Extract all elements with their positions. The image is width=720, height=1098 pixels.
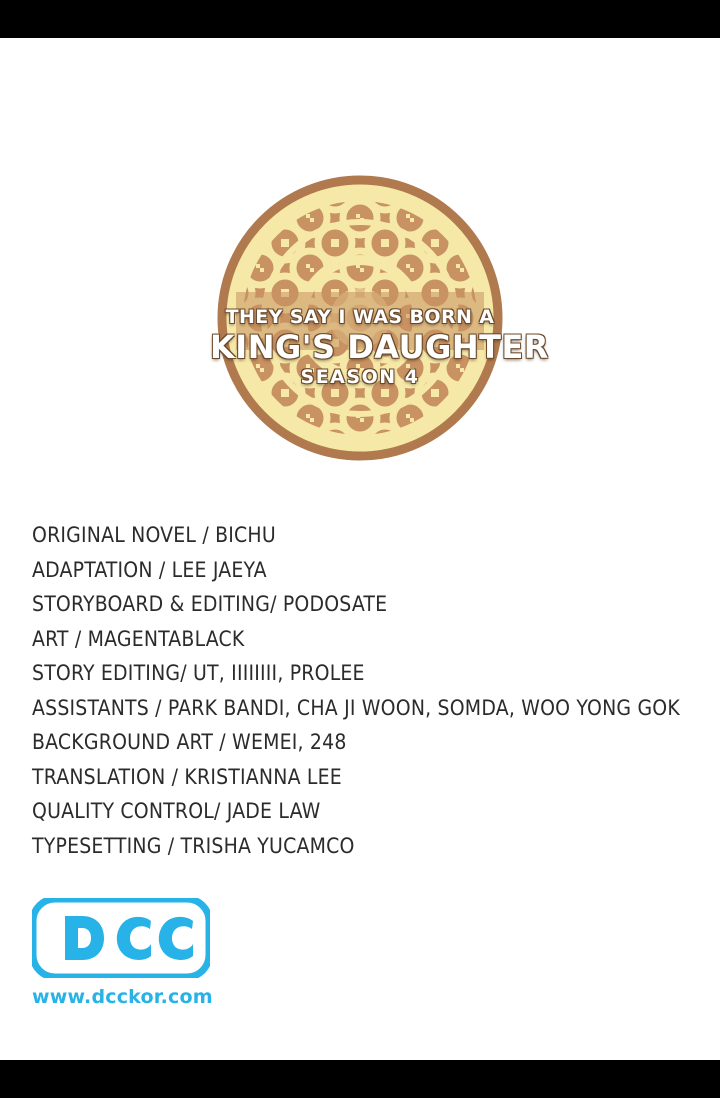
publisher-url[interactable]: www.dcckor.com [32, 986, 213, 1008]
credit-line: STORYBOARD & EDITING/ PODOSATE [32, 592, 388, 616]
credit-line: TYPESETTING / TRISHA YUCAMCO [32, 833, 355, 858]
comic-page [0, 38, 720, 1060]
credit-line: ART / MAGENTABLACK [32, 626, 245, 651]
credits-list [32, 518, 692, 863]
credit-line: BACKGROUND ART / WEMEI, 248 [32, 730, 347, 754]
series-logo [0, 168, 720, 488]
series-title-band [210, 306, 549, 388]
credit-line: ADAPTATION / LEE JAEYA [32, 557, 267, 582]
credit-line: TRANSLATION / KRISTIANNA LEE [32, 764, 342, 789]
series-title-season: SEASON 4 [300, 366, 420, 388]
publisher-footer [32, 898, 432, 1008]
series-title-line-1: THEY SAY I WAS BORN A [225, 306, 495, 328]
series-title-line-2: KING'S DAUGHTER [210, 328, 549, 366]
credit-line: ASSISTANTS / PARK BANDI, CHA JI WOON, SOMDA, WOO YONG GOK [32, 695, 680, 720]
credit-line: STORY EDITING/ UT, IIIIIIII, PROLEE [32, 661, 365, 685]
credit-line: ORIGINAL NOVEL / BICHU [32, 523, 276, 547]
dcc-logo-icon[interactable] [32, 898, 210, 978]
credit-line: QUALITY CONTROL/ JADE LAW [32, 799, 321, 823]
